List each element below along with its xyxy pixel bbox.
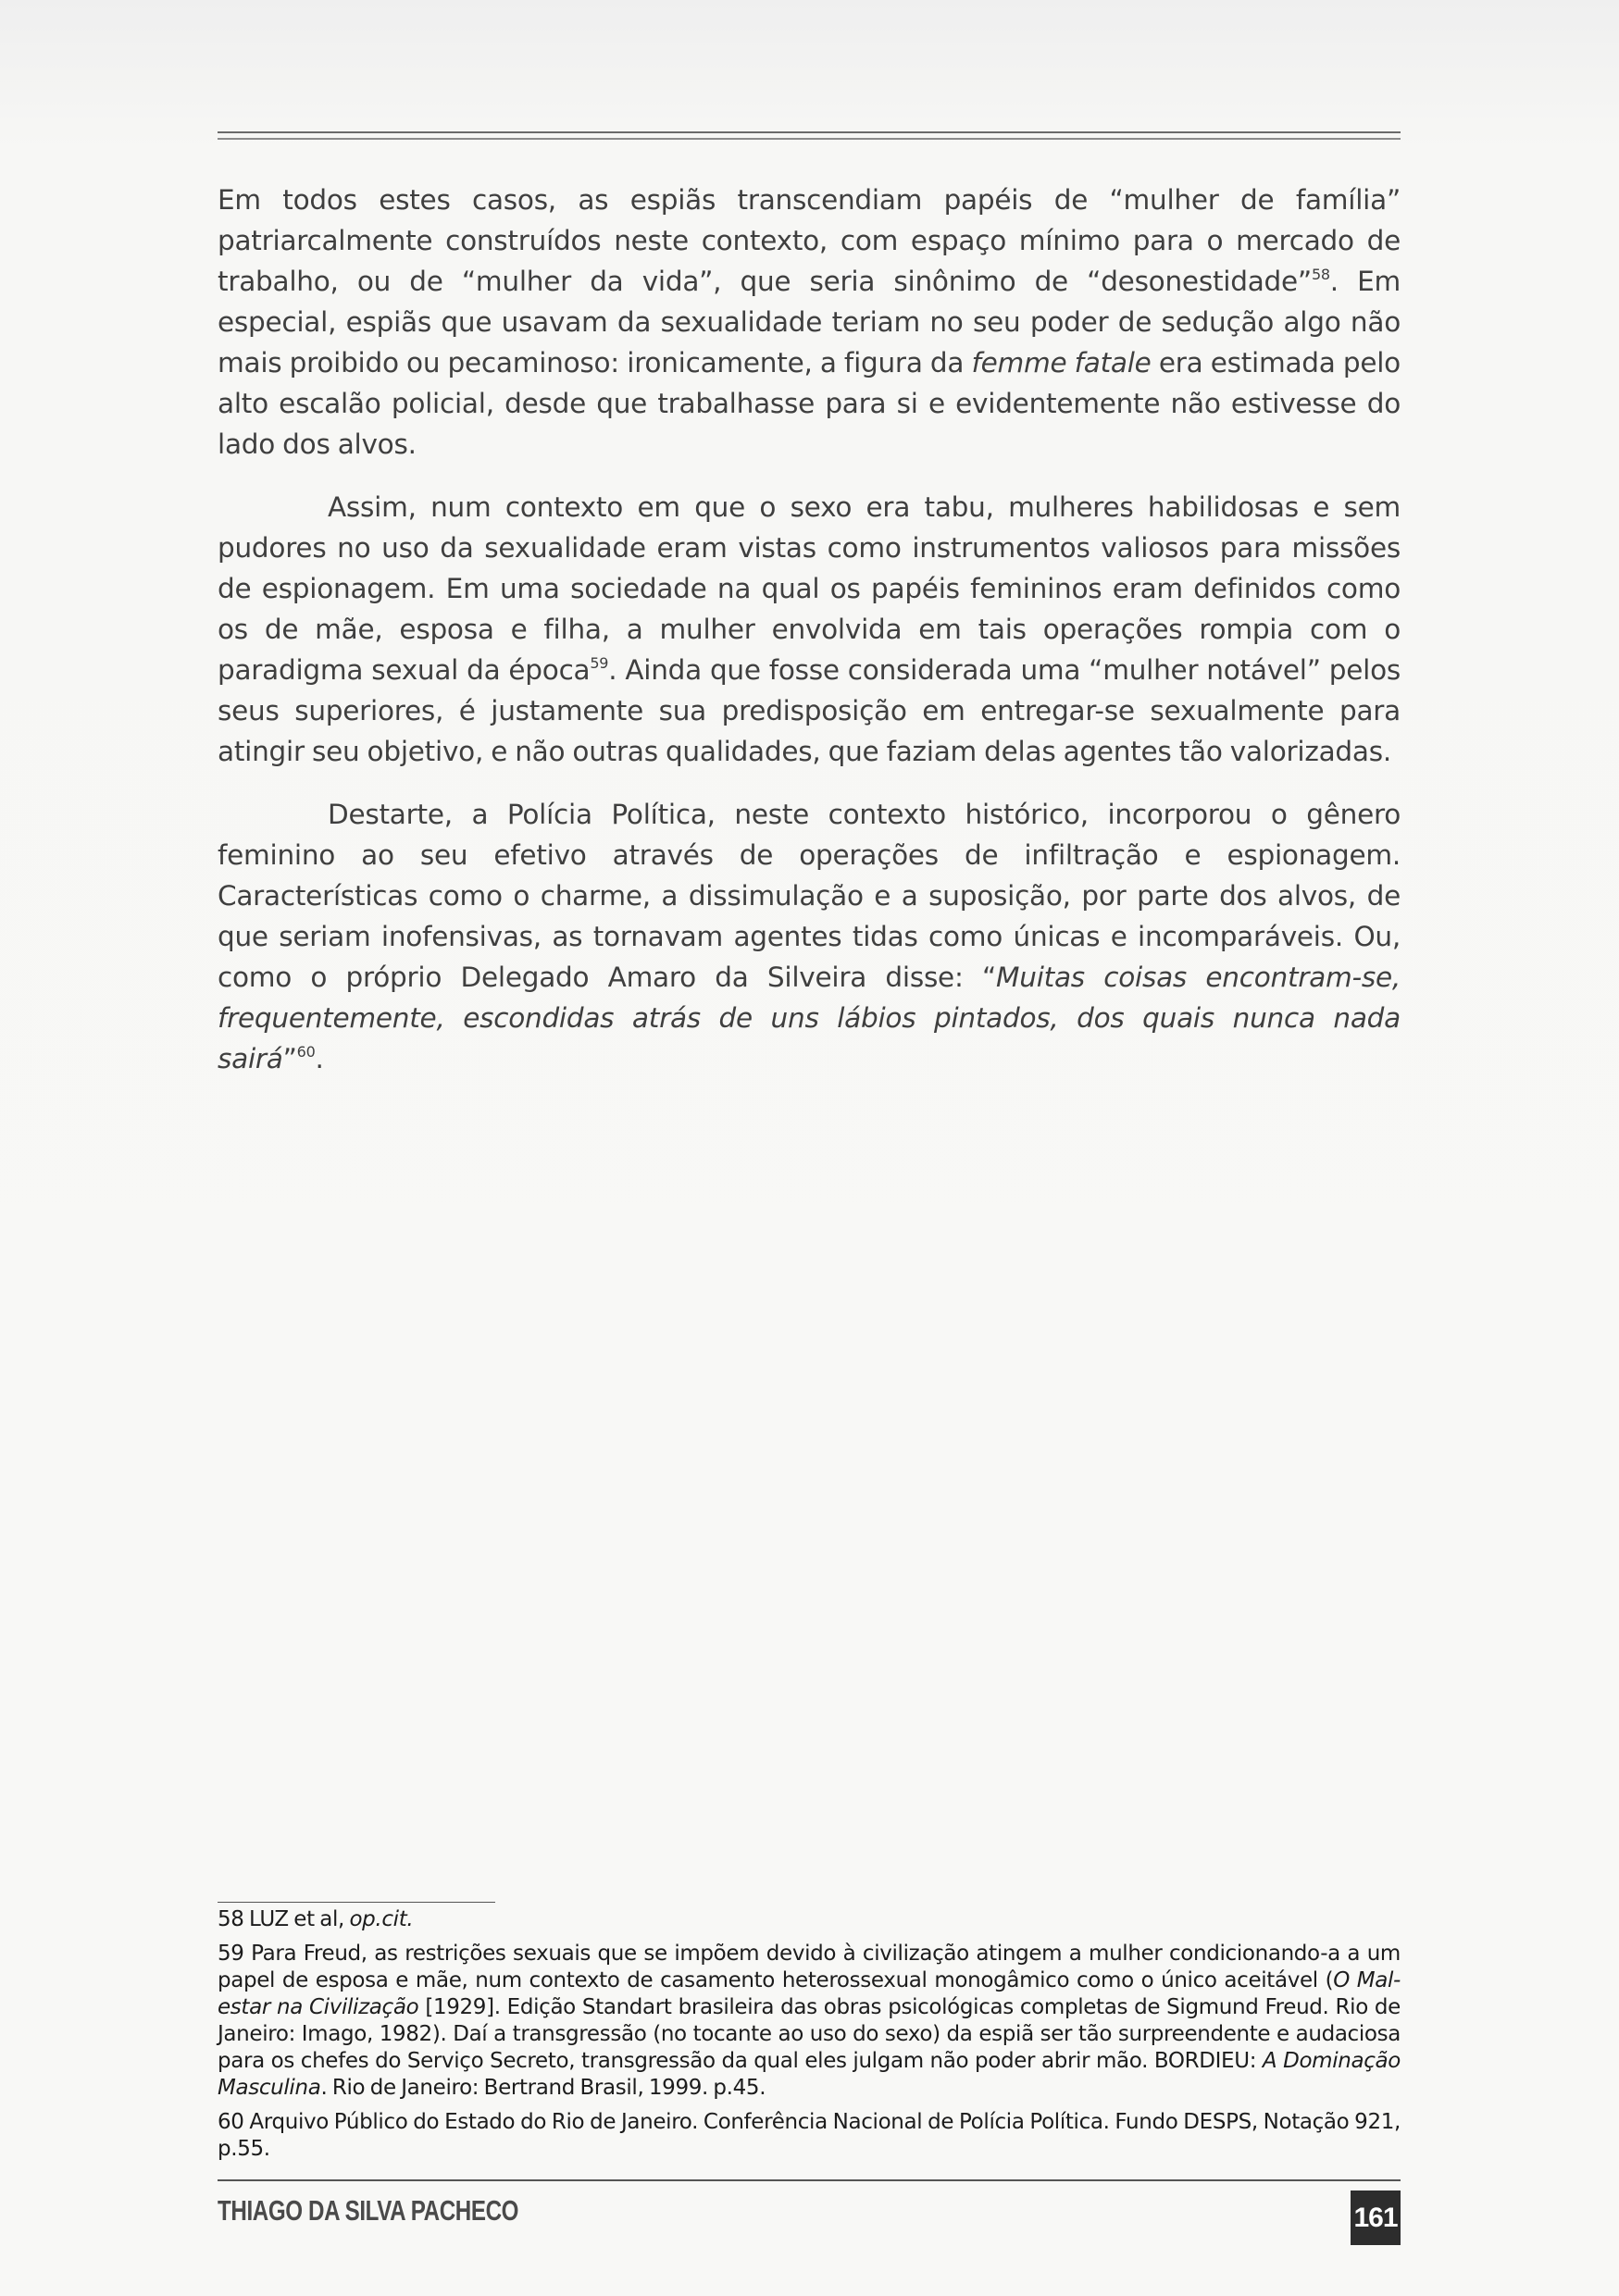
footnote-ref-59: 59: [590, 654, 609, 672]
footer-rule: [218, 2179, 1401, 2181]
footnote-58-text: 58 LUZ et al,: [218, 1907, 350, 1931]
footer-author: THIAGO DA SILVA PACHECO: [218, 2194, 519, 2227]
paragraph-3-text: Destarte, a Polícia Política, neste contexto histórico, incorporou o gênero feminino ao seu efetivo através de operações de infiltração e espionagem. Características como o charme, a dissimulação e a suposição, por parte dos alvos, de que seriam inofensivas, as tornavam agentes tidas como únicas e incomparáveis. Ou, como o próprio Delegado Amaro da Silveira disse: “: [218, 799, 1401, 993]
paragraph-1-text: . Em especial, espiãs que usavam da sexualidade teriam no seu poder de sedução algo não mais proibido ou pecaminoso: ironicamente, a figura da: [218, 266, 1401, 379]
paragraph-3-text: .: [315, 1043, 324, 1074]
footnote-59-text: . Rio de Janeiro: Bertrand Brasil, 1999. p.45.: [320, 2076, 766, 2100]
footnote-ref-60: 60: [296, 1043, 316, 1061]
footnote-59: [218, 1941, 1401, 2102]
footnote-59-text: [1929]. Edição Standart brasileira das obras psicológicas completas de Sigmund Freud. Rio de Janeiro: Imago, 1982). Daí a transgressão (no tocante ao uso do sexo) da espiã ser tão surpreendente e audaciosa para os chefes do Serviço Secreto, transgressão da qual eles julgam não poder abrir mão. BORDIEU:: [218, 1995, 1401, 2073]
footnote-60: [218, 2109, 1401, 2163]
paragraph-1-text: Em todos estes casos, as espiãs transcendiam papéis de “mulher de família” patriarcalmente construídos neste contexto, com espaço mínimo para o mercado de trabalho, ou de “mulher da vida”, que seria sinônimo de “desonestidade”: [218, 184, 1401, 297]
paragraph-2: [218, 487, 1401, 772]
footnote-58-italic: op.cit.: [349, 1907, 414, 1931]
footnote-60-text: 60 Arquivo Público do Estado do Rio de Janeiro. Conferência Nacional de Polícia Política. Fundo DESPS, Notação 921, p.55.: [218, 2110, 1401, 2161]
page-number: 161: [1351, 2191, 1401, 2245]
paragraph-3-quote: Muitas coisas encontram-se, frequentemente, escondidas atrás de uns lábios pintados, dos quais nunca nada sairá: [218, 962, 1401, 1074]
paragraph-2-text: Assim, num contexto em que o sexo era tabu, mulheres habilidosas e sem pudores no uso da sexualidade eram vistas como instrumentos valiosos para missões de espionagem. Em uma sociedade na qual os papéis femininos eram definidos como os de mãe, esposa e filha, a mulher envolvida em tais operações rompia com o paradigma sexual da época: [218, 491, 1401, 686]
footnote-separator: [218, 1902, 495, 1903]
paragraph-3-text: ”: [282, 1043, 297, 1074]
footnotes: [218, 1906, 1401, 2170]
paragraph-1-italic: femme fatale: [971, 347, 1152, 379]
paragraph-2-text: . Ainda que fosse considerada uma “mulher notável” pelos seus superiores, é justamente sua predisposição em entregar-se sexualmente para atingir seu objetivo, e não outras qualidades, que faziam delas agentes tão valorizadas.: [218, 654, 1401, 767]
footnote-ref-58: 58: [1311, 266, 1330, 283]
paragraph-1: [218, 180, 1401, 465]
paragraph-3: [218, 794, 1401, 1079]
footnote-58: [218, 1906, 1401, 1933]
paragraph-1-text: era estimada pelo alto escalão policial, desde que trabalhasse para si e evidentemente não estivesse do lado dos alvos.: [218, 347, 1401, 460]
footnote-59-italic: O Mal-estar na Civilização: [218, 1968, 1401, 2019]
header-rule-secondary: [218, 138, 1401, 140]
footnote-59-italic: A Dominação Masculina: [218, 2049, 1401, 2100]
footnote-59-text: 59 Para Freud, as restrições sexuais que se impõem devido à civilização atingem a mulher condicionando-a a um papel de esposa e mãe, num contexto de casamento heterossexual monogâmico como o único aceitável (: [218, 1942, 1401, 1992]
header-rule: [218, 131, 1401, 133]
main-text: [218, 180, 1401, 1101]
